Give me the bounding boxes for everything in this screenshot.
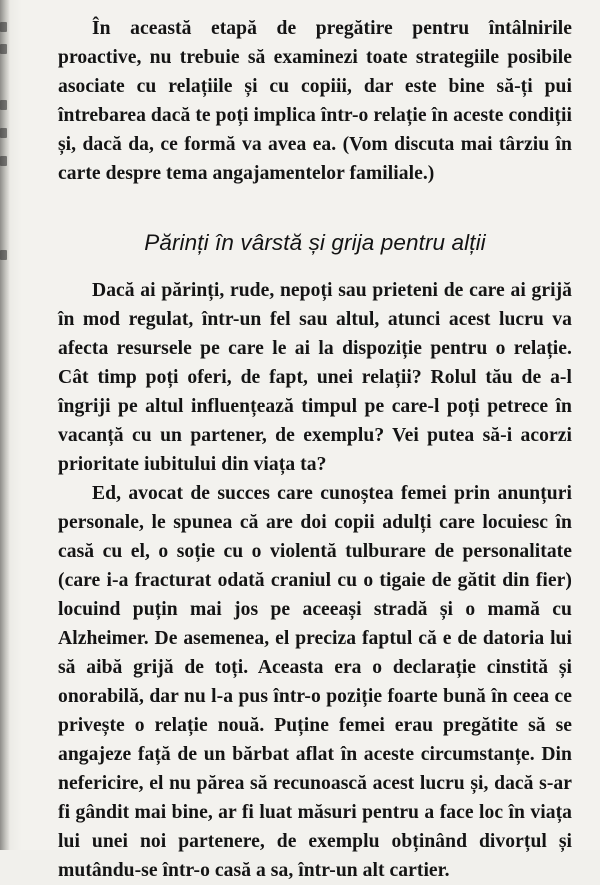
page-gutter: [0, 0, 10, 850]
body-paragraph: Dacă ai părinți, rude, nepoți sau prieteni de care ai grijă în mod regulat, într-un fel sau altul, atunci acest lucru va afecta resursele pe care le ai la dispoziție pentru o relație. Cât timp poți oferi, de fapt, unei relații? Rolul tău de a-l îngriji pe altul influențează timpul pe care-l poți petrece în vacanță cu un partener, de exemplu? Vei putea să-i acorzi prioritate iubitului din viața ta?: [58, 280, 572, 475]
gutter-bleed-mark: [0, 250, 7, 260]
body-paragraph: Ed, avocat de succes care cunoștea femei prin anunțuri personale, le spunea că are doi copii adulți care locuiesc în casă cu el, o soție cu o violentă tulburare de personalitate (care i-a fracturat odată craniul cu o tigaie de gătit din fier) locuind puțin mai jos pe aceeași stradă și o mamă cu Alzheimer. De asemenea, el preciza faptul că e de datoria lui să aibă grijă de toți. Aceasta era o declarație cinstită și onorabilă, dar nu l-a pus într-o poziție foarte bună în ceea ce privește o relație nouă. Puține femei erau pregătite să se angajeze față de un bărbat aflat în aceste circumstanțe. Din nefericire, el nu părea să recunoască acest lucru și, dacă s-ar fi gândit mai bine, ar fi luat măsuri pentru a face loc în viața lui unei noi partenere, de exemplu obținând divorțul și mutându-se într-o casă a sa, într-un alt cartier.: [58, 483, 572, 881]
section-title: Părinți în vârstă și grija pentru alții: [144, 230, 486, 255]
gutter-bleed-mark: [0, 22, 7, 32]
gutter-bleed-mark: [0, 128, 7, 138]
gutter-bleed-mark: [0, 100, 7, 110]
gutter-bleed-mark: [0, 156, 7, 166]
body-paragraph: În această etapă de pregătire pentru întâlnirile proactive, nu trebuie să examinezi toate strategiile posibile asociate cu relațiile și cu copiii, dar este bine să-ți pui întrebarea dacă te poți implica într-o relație în aceste condiții și, dacă da, ce formă va avea ea. (Vom discuta mai târziu în carte despre tema angajamentelor familiale.): [58, 18, 572, 184]
text-body: [58, 14, 572, 885]
gutter-bleed-mark: [0, 44, 7, 54]
